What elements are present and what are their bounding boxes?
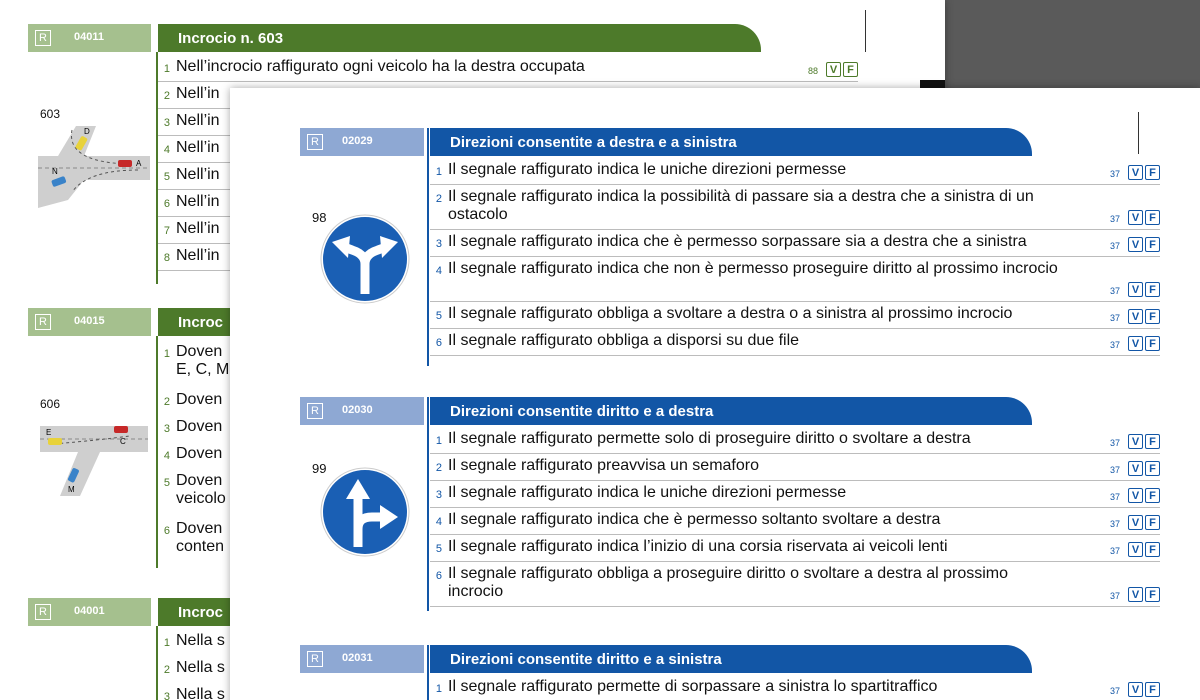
- answer-buttons: [1128, 565, 1160, 602]
- answer-buttons: [1128, 457, 1160, 476]
- vehicle-label: M: [68, 485, 75, 494]
- question-text: Il segnale raffigurato permette di sorpassare a sinistra lo spartitraffico: [448, 678, 938, 695]
- section-code-bar: [300, 645, 424, 673]
- answer-buttons: [1128, 188, 1160, 225]
- r-badge: R: [35, 314, 51, 330]
- section-code: 04011: [74, 31, 104, 43]
- r-badge: R: [35, 604, 51, 620]
- question-row: [430, 188, 1160, 230]
- question-ref: 37: [1109, 438, 1120, 448]
- question-number: 6: [435, 570, 442, 582]
- question-row: [430, 161, 1160, 185]
- question-row: [430, 332, 1160, 356]
- question-text: Il segnale raffigurato obbliga a disporsi su due file: [448, 332, 800, 349]
- question-text: Doven: [176, 418, 223, 435]
- question-number: 2: [163, 90, 170, 102]
- question-row: [430, 511, 1160, 535]
- question-number: 3: [435, 489, 442, 501]
- vehicle-label: D: [84, 127, 90, 136]
- question-number: 4: [435, 516, 442, 528]
- question-number: 3: [163, 423, 170, 435]
- true-button[interactable]: V: [1128, 461, 1143, 476]
- question-text: Il segnale raffigurato indica l’inizio di una corsia riservata ai veicoli lenti: [448, 538, 948, 555]
- figure-number: 98: [312, 210, 327, 225]
- question-text: Doven: [176, 520, 223, 537]
- question-ref: 37: [1109, 519, 1120, 529]
- question-number: 8: [163, 252, 170, 264]
- true-button[interactable]: V: [826, 62, 841, 77]
- question-number: 5: [163, 477, 170, 489]
- question-number: 1: [163, 348, 170, 360]
- false-button[interactable]: F: [1145, 282, 1160, 297]
- figure-number: 603: [40, 107, 61, 121]
- question-text: Nell’in: [176, 139, 220, 156]
- question-number: 5: [435, 310, 442, 322]
- question-number: 6: [163, 198, 170, 210]
- intersection-image: [40, 412, 148, 496]
- section-code: 04015: [74, 315, 105, 327]
- section-divider: [427, 128, 429, 366]
- true-button[interactable]: V: [1128, 336, 1143, 351]
- straight-right-arrow-sign-icon: [320, 467, 410, 557]
- vehicle-label: C: [120, 437, 126, 446]
- false-button[interactable]: F: [1145, 515, 1160, 530]
- question-text: Il segnale raffigurato obbliga a proseguire diritto o svoltare a destra al prossimo incrocio: [448, 565, 1009, 600]
- question-ref: 37: [1109, 340, 1120, 350]
- question-row: [430, 305, 1160, 329]
- true-button[interactable]: V: [1128, 682, 1143, 697]
- true-button[interactable]: V: [1128, 542, 1143, 557]
- question-number: 3: [435, 238, 442, 250]
- question-ref: 37: [1109, 169, 1120, 179]
- answer-buttons: [1128, 511, 1160, 530]
- answer-buttons: [1128, 161, 1160, 180]
- question-text: Doven: [176, 391, 223, 408]
- question-text: Doven: [176, 445, 223, 462]
- true-button[interactable]: V: [1128, 165, 1143, 180]
- section-code-bar: [300, 397, 424, 425]
- section-code-bar: [28, 24, 151, 52]
- true-button[interactable]: V: [1128, 210, 1143, 225]
- question-number: 1: [163, 637, 170, 649]
- question-row: [430, 457, 1160, 481]
- figure-number: 99: [312, 461, 327, 476]
- question-text: Nella s: [176, 659, 225, 676]
- answer-buttons: [1128, 484, 1160, 503]
- question-text: Nell’in: [176, 166, 220, 183]
- question-text-line2: E, C, M: [176, 361, 230, 378]
- true-button[interactable]: V: [1128, 587, 1143, 602]
- question-text: Nell’in: [176, 193, 220, 210]
- false-button[interactable]: F: [1145, 488, 1160, 503]
- question-number: 2: [163, 396, 170, 408]
- answer-buttons: [1128, 260, 1160, 297]
- answer-buttons: [1128, 538, 1160, 557]
- question-number: 1: [435, 683, 442, 695]
- question-ref: 37: [1109, 286, 1120, 296]
- question-ref: 37: [1109, 591, 1120, 601]
- question-text: Il segnale raffigurato indica le uniche direzioni permesse: [448, 161, 847, 178]
- question-number: 4: [435, 265, 442, 277]
- answer-buttons: [826, 58, 858, 77]
- question-number: 4: [163, 450, 170, 462]
- question-number: 2: [163, 664, 170, 676]
- question-text: Doven: [176, 343, 223, 360]
- question-number: 3: [163, 117, 170, 129]
- split-arrows-sign-icon: [320, 214, 410, 304]
- question-number: 6: [163, 525, 170, 537]
- false-button[interactable]: F: [1145, 210, 1160, 225]
- question-text: Nell’in: [176, 112, 220, 129]
- question-ref: 37: [1109, 241, 1120, 251]
- section-title: Direzioni consentite diritto e a destra: [430, 397, 1032, 425]
- section-code-bar: [28, 308, 151, 336]
- question-text: Nell’in: [176, 85, 220, 102]
- false-button[interactable]: F: [1145, 165, 1160, 180]
- true-button[interactable]: V: [1128, 309, 1143, 324]
- question-text: Nell’in: [176, 247, 220, 264]
- answer-buttons: [1128, 430, 1160, 449]
- question-number: 1: [435, 166, 442, 178]
- false-button[interactable]: F: [1145, 434, 1160, 449]
- page-margin-line: [865, 10, 866, 52]
- r-badge: R: [307, 403, 323, 419]
- true-button[interactable]: V: [1128, 488, 1143, 503]
- answer-buttons: [1128, 678, 1160, 697]
- question-text: Il segnale raffigurato indica che non è permesso proseguire diritto al prossimo incrocio: [448, 260, 1058, 277]
- section-divider: [427, 397, 429, 611]
- question-text: Il segnale raffigurato indica che è permesso sorpassare sia a destra che a sinistra: [448, 233, 1027, 250]
- question-ref: 88: [807, 66, 818, 76]
- question-ref: 37: [1109, 313, 1120, 323]
- answer-buttons: [1128, 233, 1160, 252]
- r-badge: R: [307, 134, 323, 150]
- true-button[interactable]: V: [1128, 434, 1143, 449]
- question-text: Il segnale raffigurato indica le uniche direzioni permesse: [448, 484, 847, 501]
- question-ref: 37: [1109, 465, 1120, 475]
- section-code: 02031: [342, 652, 373, 664]
- question-number: 5: [163, 171, 170, 183]
- question-section: [230, 397, 1200, 617]
- question-row: [430, 565, 1160, 607]
- section-code: 02029: [342, 135, 373, 147]
- question-row: [430, 430, 1160, 454]
- question-number: 5: [435, 543, 442, 555]
- question-number: 7: [163, 225, 170, 237]
- answer-buttons: [1128, 305, 1160, 324]
- question-ref: 37: [1109, 546, 1120, 556]
- false-button[interactable]: F: [843, 62, 858, 77]
- intersection-image: [38, 122, 150, 212]
- question-text: Doven: [176, 472, 223, 489]
- section-title: Direzioni consentite diritto e a sinistra: [430, 645, 1032, 673]
- question-ref: 37: [1109, 686, 1120, 696]
- question-ref: 37: [1109, 214, 1120, 224]
- false-button[interactable]: F: [1145, 309, 1160, 324]
- question-number: 1: [435, 435, 442, 447]
- false-button[interactable]: F: [1145, 682, 1160, 697]
- question-row: [430, 260, 1160, 302]
- question-text: Nell’incrocio raffigurato ogni veicolo ha la destra occupata: [176, 58, 585, 75]
- section-code-bar: [28, 598, 151, 626]
- question-number: 2: [435, 193, 442, 205]
- question-ref: 37: [1109, 492, 1120, 502]
- question-text-line2: veicolo: [176, 490, 226, 507]
- answer-buttons: [1128, 332, 1160, 351]
- vehicle-label: N: [52, 167, 58, 176]
- true-button[interactable]: V: [1128, 515, 1143, 530]
- front-page: [230, 88, 1200, 700]
- question-text: Il segnale raffigurato indica che è permesso soltanto svoltare a destra: [448, 511, 941, 528]
- r-badge: R: [307, 651, 323, 667]
- question-row: [430, 484, 1160, 508]
- section-code: 04001: [74, 605, 105, 617]
- false-button[interactable]: F: [1145, 461, 1160, 476]
- false-button[interactable]: F: [1145, 542, 1160, 557]
- vehicle-label: A: [136, 159, 142, 168]
- question-text: Il segnale raffigurato obbliga a svoltare a destra o a sinistra al prossimo incrocio: [448, 305, 1013, 322]
- false-button[interactable]: F: [1145, 587, 1160, 602]
- false-button[interactable]: F: [1145, 336, 1160, 351]
- question-text: Il segnale raffigurato indica la possibilità di passare sia a destra che a sinistra di un ostacolo: [448, 188, 1034, 223]
- section-code-bar: [300, 128, 424, 156]
- figure-number: 606: [40, 397, 61, 411]
- question-section: [230, 645, 1200, 700]
- question-text: Il segnale raffigurato preavvisa un semaforo: [448, 457, 759, 474]
- section-title: Incrocio n. 603: [158, 24, 761, 52]
- question-row: [158, 58, 858, 82]
- question-text: Nella s: [176, 632, 225, 649]
- question-text: Il segnale raffigurato permette solo di proseguire diritto o svoltare a destra: [448, 430, 971, 447]
- question-number: 3: [163, 691, 170, 700]
- section-code: 02030: [342, 404, 373, 416]
- section-title: Direzioni consentite a destra e a sinistra: [430, 128, 1032, 156]
- true-button[interactable]: V: [1128, 282, 1143, 297]
- question-section: [230, 128, 1200, 368]
- question-text-line2: conten: [176, 538, 225, 555]
- section-title: Incroc: [158, 308, 278, 336]
- question-number: 4: [163, 144, 170, 156]
- true-button[interactable]: V: [1128, 237, 1143, 252]
- question-text: Nell’in: [176, 220, 220, 237]
- question-number: 6: [435, 337, 442, 349]
- section-divider: [427, 645, 429, 700]
- section-title: Incroc: [158, 598, 278, 626]
- r-badge: R: [35, 30, 51, 46]
- question-row: [430, 233, 1160, 257]
- vehicle-label: E: [46, 428, 52, 437]
- question-number: 2: [435, 462, 442, 474]
- question-row: [430, 538, 1160, 562]
- question-row: [430, 678, 1160, 700]
- question-number: 1: [163, 63, 170, 75]
- false-button[interactable]: F: [1145, 237, 1160, 252]
- question-text: Nella s: [176, 686, 225, 700]
